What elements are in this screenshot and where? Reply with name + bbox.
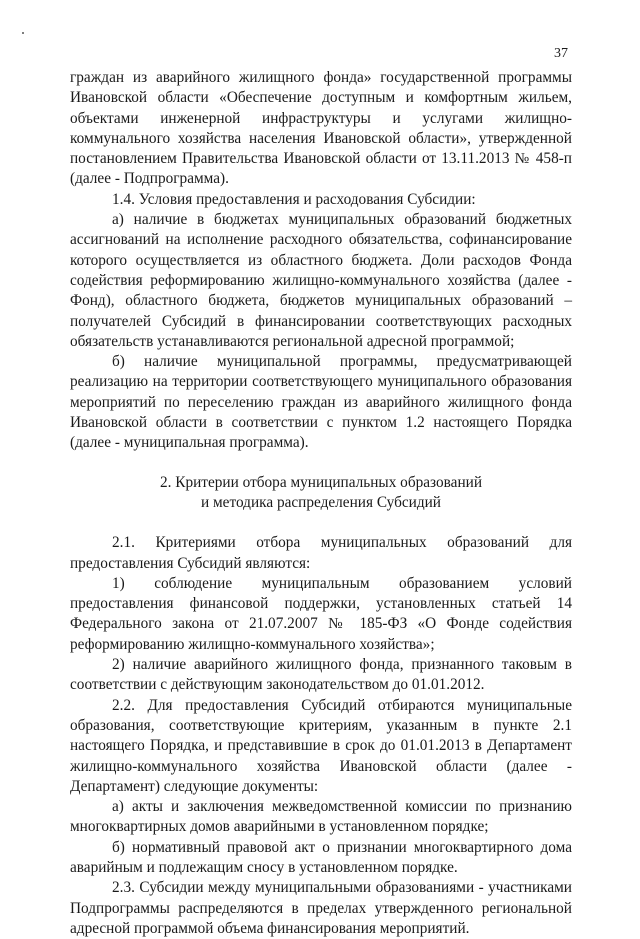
section-heading bbox=[70, 473, 572, 514]
paragraph-2-1-1: 1) соблюдение муниципальным образованием условий предоставления финансовой поддержки, установленных статьей 14 Федерального закона от 21.07.2007 № 185-ФЗ «О Фонде содействия реформированию жилищно-коммунального хозяйства»; bbox=[70, 574, 572, 653]
document-body bbox=[70, 68, 572, 939]
paragraph-2-2-a: а) акты и заключения межведомственной комиссии по признанию многоквартирных домов аварийными в установленном порядке; bbox=[70, 798, 572, 836]
paragraph-2-3: 2.3. Субсидии между муниципальными образованиями - участниками Подпрограммы распределяются в пределах утвержденного региональной адресной программой объема финансирования мероприятий. bbox=[70, 879, 572, 937]
paragraph-intro-continuation: граждан из аварийного жилищного фонда» государственной программы Ивановской области «Обеспечение доступным и комфортным жильем, объектами инженерной инфраструктуры и услугами жилищно-коммунального хозяйства населения Ивановской области», утвержденной постановлением Правительства Ивановской области от 13.11.2013 № 458-п (далее - Подпрограмма). bbox=[70, 69, 572, 188]
paragraph-2-1-2: 2) наличие аварийного жилищного фонда, признанного таковым в соответствии с действующим законодательством до 01.01.2012. bbox=[70, 656, 572, 694]
scan-speck bbox=[22, 32, 24, 34]
paragraph-1-4: 1.4. Условия предоставления и расходования Субсидии: bbox=[112, 190, 476, 208]
paragraph-1-4-a: а) наличие в бюджетах муниципальных образований бюджетных ассигнований на исполнение расходного обязательства, софинансирование которого осуществляется из областного бюджета. Доли расходов Фонда содействия реформированию жилищно-коммунального хозяйства (далее - Фонд), областного бюджета, бюджетов муниципальных образований – получателей Субсидий в финансировании соответствующих расходных обязательств устанавливаются региональной адресной программой; bbox=[70, 211, 572, 350]
section-heading-line2: и методика распределения Субсидий bbox=[200, 493, 441, 511]
paragraph-2-2: 2.2. Для предоставления Субсидий отбираются муниципальные образования, соответствующие критериям, указанным в пункте 2.1 настоящего Порядка, и представившие в срок до 01.01.2013 в Департамент жилищно-коммунального хозяйства Ивановской области (далее - Департамент) следующие документы: bbox=[70, 696, 572, 795]
paragraph-2-1: 2.1. Критериями отбора муниципальных образований для предоставления Субсидий являются: bbox=[70, 534, 572, 572]
section-heading-line1: 2. Критерии отбора муниципальных образований bbox=[159, 473, 483, 491]
page-number: 37 bbox=[554, 46, 568, 61]
paragraph-1-4-b: б) наличие муниципальной программы, предусматривающей реализацию на территории соответствующего муниципального образования мероприятий по переселению граждан из аварийного жилищного фонда Ивановской области в соответствии с пунктом 1.2 настоящего Порядка (далее - муниципальная программа). bbox=[70, 353, 572, 452]
paragraph-2-2-b: б) нормативный правовой акт о признании многоквартирного дома аварийным и подлежащим сносу в установленном порядке. bbox=[70, 838, 572, 876]
